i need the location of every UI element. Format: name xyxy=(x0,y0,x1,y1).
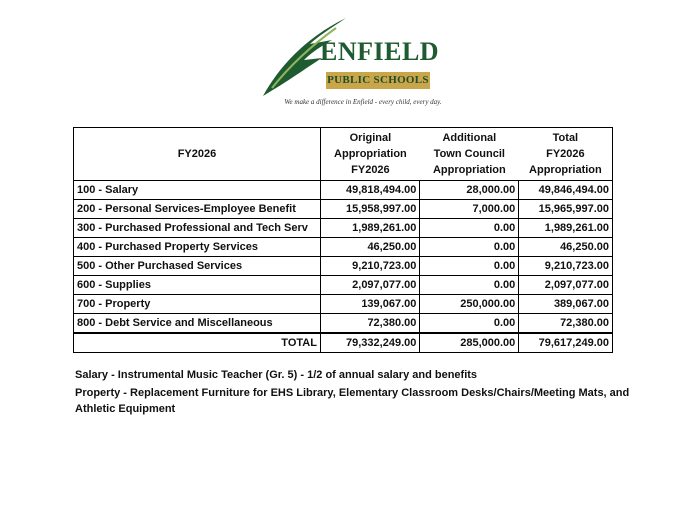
row-original: 1,989,261.00 xyxy=(320,219,419,238)
table-row xyxy=(74,257,613,276)
budget-table xyxy=(73,127,613,353)
row-original: 2,097,077.00 xyxy=(320,276,419,295)
note-property: Property - Replacement Furniture for EHS Library, Elementary Classroom Desks/Chairs/Meeting Mats, and Athletic Equipment xyxy=(75,387,630,415)
row-additional: 250,000.00 xyxy=(420,295,519,314)
total-additional: 285,000.00 xyxy=(420,333,519,353)
row-total: 389,067.00 xyxy=(519,295,613,314)
row-original: 139,067.00 xyxy=(320,295,419,314)
row-original: 46,250.00 xyxy=(320,238,419,257)
header-fy2026: FY2026 xyxy=(74,128,321,181)
row-total: 46,250.00 xyxy=(519,238,613,257)
logo-tagline: We make a difference in Enfield - every child, every day. xyxy=(284,98,442,106)
table-row xyxy=(74,314,613,334)
logo-subtitle: PUBLIC SCHOOLS xyxy=(326,72,430,89)
row-total: 9,210,723.00 xyxy=(519,257,613,276)
header-additional-line1: Additional xyxy=(442,132,497,144)
row-additional: 7,000.00 xyxy=(420,200,519,219)
total-label: TOTAL xyxy=(74,333,321,353)
table-row xyxy=(74,219,613,238)
logo-name: ENFIELD xyxy=(320,37,440,66)
row-additional: 0.00 xyxy=(420,219,519,238)
header-total-line3: Appropriation xyxy=(529,164,602,176)
row-total: 1,989,261.00 xyxy=(519,219,613,238)
row-label: 400 - Purchased Property Services xyxy=(74,238,321,257)
row-total: 15,965,997.00 xyxy=(519,200,613,219)
table-row xyxy=(74,238,613,257)
header-original xyxy=(320,128,419,181)
total-original: 79,332,249.00 xyxy=(320,333,419,353)
header-original-line3: FY2026 xyxy=(351,164,390,176)
row-original: 72,380.00 xyxy=(320,314,419,334)
notes xyxy=(75,367,635,419)
row-additional: 0.00 xyxy=(420,257,519,276)
row-additional: 0.00 xyxy=(420,238,519,257)
header-total-line1: Total xyxy=(552,132,579,144)
row-label: 800 - Debt Service and Miscellaneous xyxy=(74,314,321,334)
row-label: 600 - Supplies xyxy=(74,276,321,295)
table-row xyxy=(74,276,613,295)
header-total xyxy=(519,128,613,181)
row-original: 49,818,494.00 xyxy=(320,181,419,200)
row-original: 15,958,997.00 xyxy=(320,200,419,219)
row-original: 9,210,723.00 xyxy=(320,257,419,276)
total-total: 79,617,249.00 xyxy=(519,333,613,353)
row-label: 500 - Other Purchased Services xyxy=(74,257,321,276)
header-total-line2: FY2026 xyxy=(546,148,585,160)
table-row xyxy=(74,181,613,200)
row-additional: 28,000.00 xyxy=(420,181,519,200)
header-additional-line2: Town Council xyxy=(433,148,505,160)
table-row xyxy=(74,200,613,219)
row-total: 2,097,077.00 xyxy=(519,276,613,295)
total-row xyxy=(74,333,613,353)
row-label: 700 - Property xyxy=(74,295,321,314)
row-additional: 0.00 xyxy=(420,314,519,334)
row-total: 72,380.00 xyxy=(519,314,613,334)
row-label: 100 - Salary xyxy=(74,181,321,200)
row-additional: 0.00 xyxy=(420,276,519,295)
header-additional xyxy=(420,128,519,181)
header-original-line2: Appropriation xyxy=(334,148,407,160)
enfield-logo xyxy=(258,14,442,114)
header-additional-line3: Appropriation xyxy=(432,164,506,176)
header-original-line1: Original xyxy=(349,132,392,144)
table-row xyxy=(74,295,613,314)
row-label: 300 - Purchased Professional and Tech Serv xyxy=(74,219,321,238)
row-total: 49,846,494.00 xyxy=(519,181,613,200)
row-label: 200 - Personal Services-Employee Benefit xyxy=(74,200,321,219)
header-row xyxy=(74,128,613,181)
note-salary: Salary - Instrumental Music Teacher (Gr. 5) - 1/2 of annual salary and benefits xyxy=(75,369,478,381)
